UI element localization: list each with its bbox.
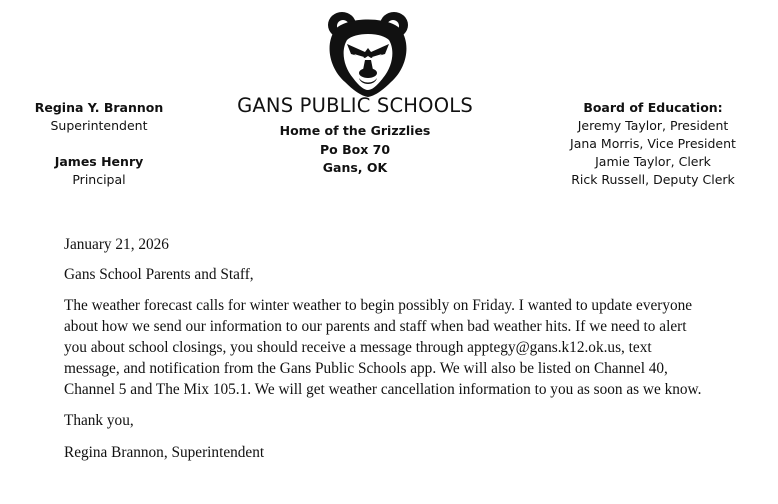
letter-greeting: Gans School Parents and Staff,: [64, 266, 254, 283]
principal-title: Principal: [72, 172, 126, 187]
board-member: Jana Morris, Vice President: [570, 136, 736, 151]
board-member: Jamie Taylor, Clerk: [595, 154, 711, 169]
board-heading: Board of Education:: [583, 100, 723, 115]
board-member: Jeremy Taylor, President: [577, 118, 729, 133]
school-tagline: Home of the Grizzlies: [279, 123, 431, 138]
address-line-1: Po Box 70: [319, 142, 391, 157]
superintendent-title: Superintendent: [50, 118, 148, 133]
school-header: [226, 93, 484, 177]
letter-signature: Regina Brannon, Superintendent: [64, 444, 265, 461]
superintendent-name: Regina Y. Brannon: [34, 100, 164, 115]
letter-closing: Thank you,: [64, 412, 134, 429]
board-member: Rick Russell, Deputy Clerk: [571, 172, 735, 187]
principal-name: James Henry: [54, 154, 144, 169]
letter-paragraph: The weather forecast calls for winter weather to begin possibly on Friday. I wanted to update everyone about how we send our information to our parents and staff when bad weather hits. If we need to alert you about school closings, you should receive a message through apptegy@gans.k12.ok.us, text message, and notification from the Gans Public Schools app. We will also be listed on Channel 40, Channel 5 and The Mix 105.1. We will get weather cancellation information to you as soon as we know.: [64, 297, 702, 398]
school-name: GANS PUBLIC SCHOOLS: [237, 94, 473, 117]
grizzly-bear-head-icon: [325, 10, 411, 98]
staff-column: [20, 99, 178, 189]
letter-body: [64, 234, 704, 463]
letter-date: January 21, 2026: [64, 236, 169, 253]
grizzly-logo: [325, 10, 411, 98]
address-line-2: Gans, OK: [322, 160, 388, 175]
board-of-education: [548, 99, 758, 189]
